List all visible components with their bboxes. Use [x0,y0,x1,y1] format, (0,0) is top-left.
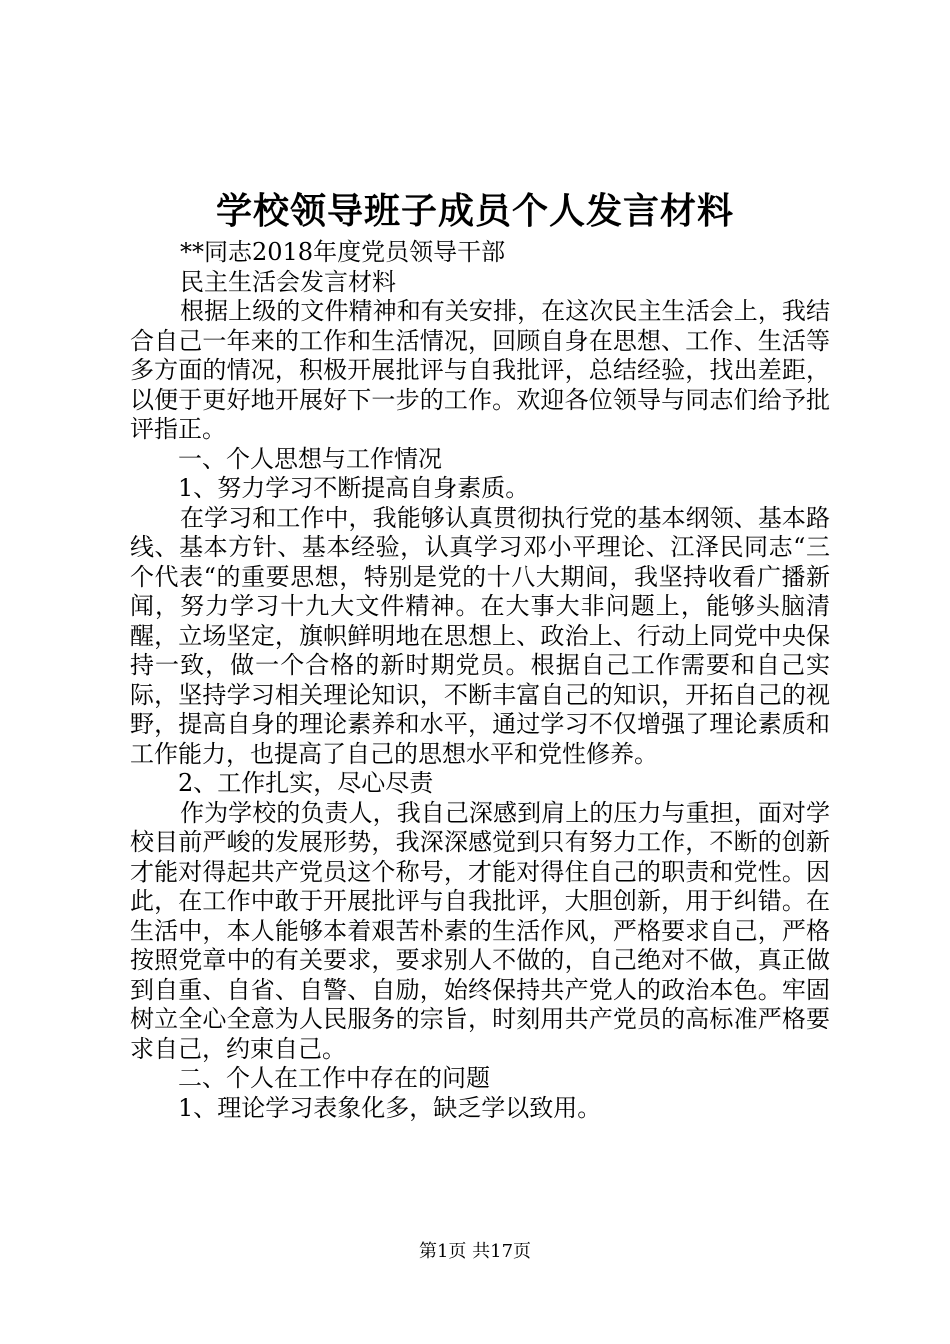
document-title: 学校领导班子成员个人发言材料 [215,190,734,232]
paragraph-comrade-line: **同志2018年度党员领导干部 [180,238,506,266]
paragraph-intro: 根据上级的文件精神和有关安排，在这次民主生活会上，我结合自己一年来的工作和生活情况，回顾自身在思想、工作、生活等多方面的情况，积极开展批评与自我批评，总结经验，找出差距，以便于更好地开展好下一步的工作。欢迎各位领导与同志们给予批评指正。 [130,297,830,443]
subsection-heading-1-1: 1、努力学习不断提高自身素质。 [178,474,530,502]
paragraph-study: 在学习和工作中，我能够认真贯彻执行党的基本纲领、基本路线、基本方针、基本经验，认真学习邓小平理论、江泽民同志“三个代表“的重要思想，特别是党的十八大期间，我坚持收看广播新闻，努力学习十九大文件精神。在大事大非问题上，能够头脑清醒，立场坚定，旗帜鲜明地在思想上、政治上、行动上同党中央保持一致，做一个合格的新时期党员。根据自己工作需要和自己实际，坚持学习相关理论知识，不断丰富自己的知识，开拓自己的视野，提高自身的理论素养和水平，通过学习不仅增强了理论素质和工作能力，也提高了自己的思想水平和党性修养。 [130,503,830,768]
paragraph-work: 作为学校的负责人，我自己深感到肩上的压力与重担，面对学校目前严峻的发展形势，我深深感觉到只有努力工作，不断的创新才能对得起共产党员这个称号，才能对得住自己的职责和党性。因此，在工作中敢于开展批评与自我批评，大胆创新，用于纠错。在生活中，本人能够本着艰苦朴素的生活作风，严格要求自己，严格按照党章中的有关要求，要求别人不做的，自己绝对不做，真正做到自重、自省、自警、自励，始终保持共产党人的政治本色。牢固树立全心全意为人民服务的宗旨，时刻用共产党员的高标准严格要求自己，约束自己。 [130,798,830,1063]
page-footer: 第1页 共17页 [418,1241,532,1262]
section-heading-2: 二、个人在工作中存在的问题 [178,1064,490,1092]
paragraph-subtitle: 民主生活会发言材料 [180,267,396,296]
subsection-heading-1-2: 2、工作扎实，尽心尽责 [178,769,434,797]
document-body [130,238,830,1123]
subsection-heading-2-1: 1、理论学习表象化多，缺乏学以致用。 [178,1093,602,1122]
section-heading-1: 一、个人思想与工作情况 [178,444,442,473]
